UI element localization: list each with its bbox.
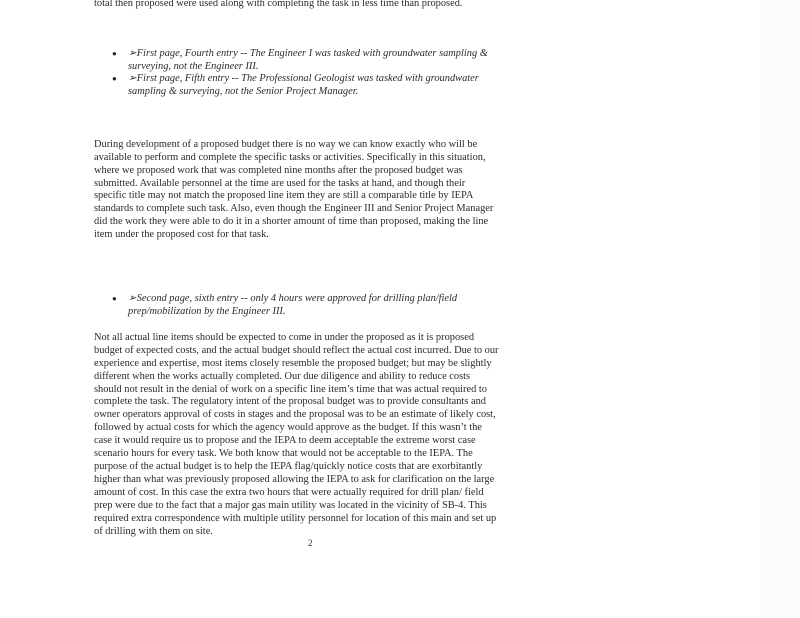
- paragraph-line: experience and expertise, most items closely resemble the proposed budget; but may be slightly: [94, 358, 492, 369]
- paragraph-line: complete the task. The regulatory intent of the proposal budget was to provide consultants and: [94, 396, 486, 407]
- bullet-3-line-2: prep/mobilization by the Engineer III.: [128, 306, 286, 317]
- paragraph-line: amount of cost. In this case the extra two hours that were actually required for drill plan/ field: [94, 487, 484, 498]
- paragraph-line: prep were due to the fact that a major gas main utility was located in the vicinity of SB-4. This: [94, 500, 487, 511]
- paragraph-line: followed by actual costs for which the agency would approve as the budget. If this wasn’t the: [94, 422, 482, 433]
- bullet-dot: ●: [112, 294, 117, 303]
- bullet-dot: ●: [112, 74, 117, 83]
- paragraph-line: item under the proposed cost for that task.: [94, 229, 269, 240]
- paragraph-line: different when the works actually completed. Our due diligence and ability to reduce costs: [94, 371, 471, 382]
- page-edge: [760, 0, 800, 618]
- paragraph-line: purpose of the actual budget is to help the IEPA flag/quickly notice costs that are exorbitantly: [94, 461, 483, 472]
- paragraph-line: specific title may not match the proposed line item they are still a comparable title by IEPA: [94, 190, 474, 201]
- paragraph-line: owner operators approval of costs in stages and the proposal was to be an estimate of likely cost,: [94, 409, 496, 420]
- bullet-2-line-1: ➢First page, Fifth entry -- The Professional Geologist was tasked with groundwater: [128, 73, 479, 84]
- paragraph-line: budget of expected costs, and the actual budget should reflect the actual cost incurred. Due to our: [94, 345, 499, 356]
- paragraph-line: submitted. Available personnel at the time are used for the tasks at hand, and though their: [94, 178, 466, 189]
- paragraph-line: higher than what was previously proposed allowing the IEPA to ask for clarification on the large: [94, 474, 495, 485]
- paragraph-line: scenario hours for every task. We both know that would not be acceptable to the IEPA. The: [94, 448, 473, 459]
- page-number: 2: [308, 538, 313, 548]
- bullet-3-line-1: ➢Second page, sixth entry -- only 4 hours were approved for drilling plan/field: [128, 293, 458, 304]
- bullet-1-line-2: surveying, not the Engineer III.: [128, 61, 259, 72]
- paragraph-line: During development of a proposed budget there is no way we can know exactly who will be: [94, 139, 478, 150]
- paragraph-line: case it would require us to propose and the IEPA to deem acceptable the extreme worst case: [94, 435, 476, 446]
- top-line: total then proposed were used along with completing the task in less time than proposed.: [94, 0, 463, 9]
- paragraph-line: where we proposed work that was completed nine months after the proposed budget was: [94, 165, 463, 176]
- paragraph-line: should not result in the denial of work on a specific line item’s time that was actual required to: [94, 384, 488, 395]
- paragraph-line: required extra correspondence with multiple utility personnel for location of this main and set up: [94, 513, 497, 524]
- bullet-dot: ●: [112, 49, 117, 58]
- paragraph-line: did the work they were able to do it in a shorter amount of time than proposed, making the line: [94, 216, 489, 227]
- paragraph-line: standards to complete such task. Also, even though the Engineer III and Senior Project Manager: [94, 203, 494, 214]
- paragraph-line: available to perform and complete the specific tasks or activities. Specifically in this situation,: [94, 152, 486, 163]
- paragraph-line: Not all actual line items should be expected to come in under the proposed as it is proposed: [94, 332, 475, 343]
- paragraph-line: of drilling with them on site.: [94, 526, 213, 537]
- bullet-1-line-1: ➢First page, Fourth entry -- The Engineer I was tasked with groundwater sampling &: [128, 48, 488, 59]
- bullet-2-line-2: sampling & surveying, not the Senior Project Manager.: [128, 86, 359, 97]
